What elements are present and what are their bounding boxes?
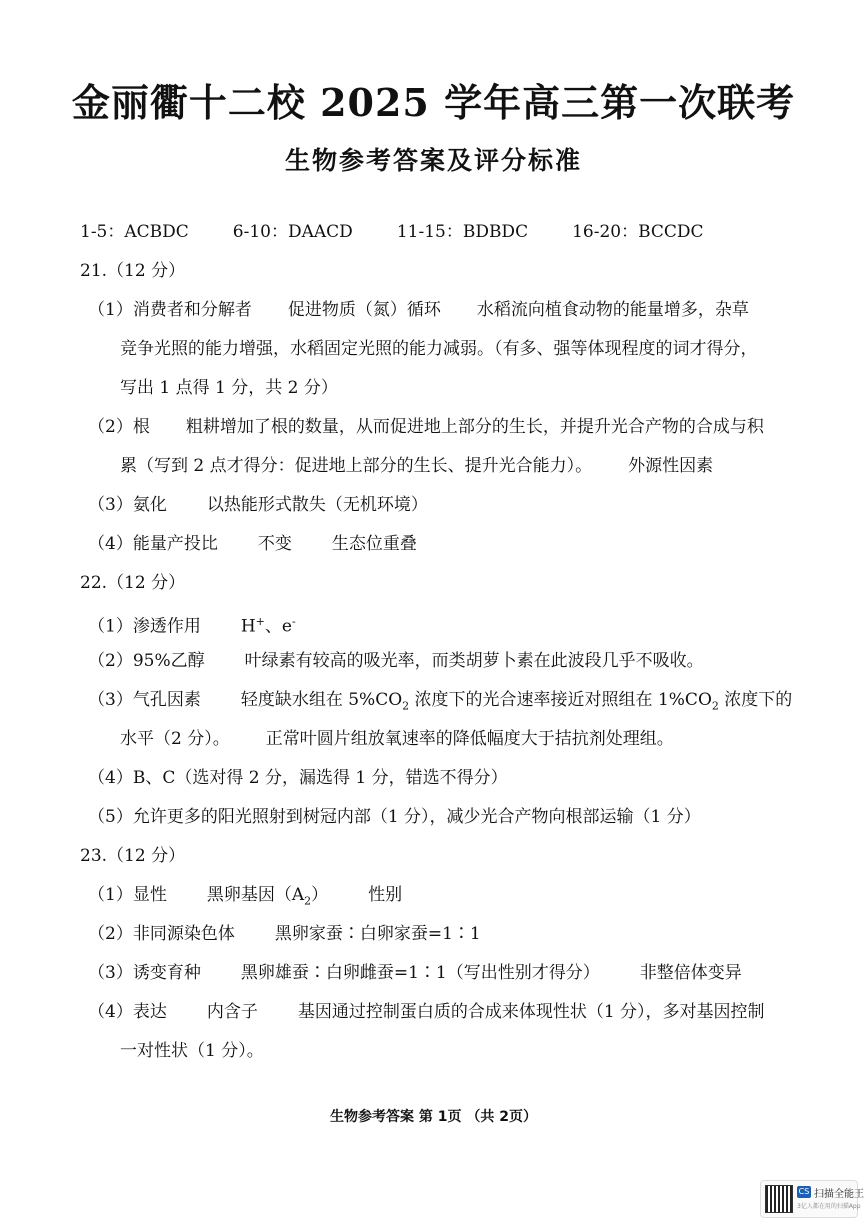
q23-part1-label: （1） xyxy=(88,885,133,905)
q23-part3-answer-a: 诱变育种 xyxy=(132,963,201,983)
mc-1-5: 1-5：ACBDC xyxy=(80,222,189,242)
q23-part1-sub: 2 xyxy=(304,894,312,908)
page-footer: 生物参考答案 第 1页 （共 2页） xyxy=(330,1109,537,1125)
q22-part4 xyxy=(88,767,508,789)
q23-part4-label: （4） xyxy=(88,1002,133,1022)
q21-part3-answer-a: 氨化 xyxy=(132,495,167,515)
q21-part4-answer-a: 能量产投比 xyxy=(132,534,218,554)
q22-part2 xyxy=(88,650,704,672)
mc-answers xyxy=(80,221,704,243)
q23-part4-answer-c: 基因通过控制蛋白质的合成来体现性状（1 分），多对基因控制 xyxy=(297,1002,765,1022)
q23-part1-answer-c: 性别 xyxy=(368,885,403,905)
q22-part1-minus: - xyxy=(291,615,296,628)
q21-part3-answer-b: 以热能形式散失（无机环境） xyxy=(206,495,428,515)
q21-part4-answer-b: 不变 xyxy=(257,534,292,554)
q23-part4-cont: 一对性状（1 分）。 xyxy=(120,1041,264,1061)
q23-part4 xyxy=(88,1001,765,1023)
q21-part1-label: （1） xyxy=(88,300,133,320)
q21-heading: 21.（12 分） xyxy=(80,261,186,281)
q21-part4-answer-c: 生态位重叠 xyxy=(331,534,417,554)
q22-part3-answer-b3: 浓度下的 xyxy=(718,690,793,710)
mc-16-20: 16-20：BCCDC xyxy=(572,222,704,242)
qr-code-icon xyxy=(765,1185,793,1213)
q21-part1-answer-a: 消费者和分解者 xyxy=(132,300,252,320)
q21-part1-cont2: 写出 1 点得 1 分，共 2 分） xyxy=(120,378,338,398)
mc-6-10: 6-10：DAACD xyxy=(232,222,353,242)
q22-part1-hydrogen: H xyxy=(240,616,256,637)
page-title: 金丽衢十二校 2025 学年高三第一次联考 xyxy=(71,80,796,125)
q21-part4-label: （4） xyxy=(88,534,133,554)
q21-part4 xyxy=(88,533,417,555)
q21-part2-answer-a: 根 xyxy=(132,417,150,437)
q23-part2-answer-a: 非同源染色体 xyxy=(132,924,235,944)
q21-part2-label: （2） xyxy=(88,417,133,437)
q22-part2-label: （2） xyxy=(88,651,133,671)
q23-part1 xyxy=(88,884,402,912)
q21-part2-cont1: 累（写到 2 点才得分：促进地上部分的生长、提升光合能力）。 xyxy=(120,456,593,476)
q23-part4-answer-b: 内含子 xyxy=(206,1002,258,1022)
q23-part3-answer-b: 黑卵雄蚕∶白卵雌蚕=1∶1（写出性别才得分） xyxy=(240,963,600,983)
q22-part5-answer-a: 允许更多的阳光照射到树冠内部（1 分），减少光合产物向根部运输（1 分） xyxy=(132,807,701,827)
q21-part1-answer-c: 水稻流向植食动物的能量增多，杂草 xyxy=(476,300,749,320)
q21-part1 xyxy=(88,299,749,321)
q22-part3-sub2: 2 xyxy=(711,699,719,713)
q23-part1-answer-b2: ） xyxy=(311,885,329,905)
q22-part1-answer-a: 渗透作用 xyxy=(132,616,201,637)
q21-part2-answer-b: 粗耕增加了根的数量，从而促进地上部分的生长，并提升光合产物的合成与积 xyxy=(185,417,764,437)
q22-heading: 22.（12 分） xyxy=(80,573,186,593)
q23-part3 xyxy=(88,962,742,984)
q23-part2-answer-b: 黑卵家蚕∶白卵家蚕=1∶1 xyxy=(274,924,481,944)
q21-part3 xyxy=(88,494,428,516)
q22-part1 xyxy=(88,611,296,638)
q21-part2-cont xyxy=(120,455,713,477)
q22-part3-answer-a: 气孔因素 xyxy=(132,690,201,710)
scanner-name: 扫描全能王 xyxy=(814,1189,864,1200)
scanner-tagline: 3亿人都在用的扫描App xyxy=(797,1203,861,1210)
q22-part3-answer-b1: 轻度缺水组在 5%CO xyxy=(240,690,403,710)
q22-part5-label: （5） xyxy=(88,807,133,827)
q22-part3-cont2: 正常叶圆片组放氧速率的降低幅度大于拮抗剂处理组。 xyxy=(265,729,674,749)
q22-part1-plus: + xyxy=(255,615,265,628)
scanner-watermark xyxy=(760,1180,864,1218)
q22-part1-label: （1） xyxy=(88,616,133,637)
q23-part3-answer-c: 非整倍体变异 xyxy=(639,963,742,983)
page-subtitle: 生物参考答案及评分标准 xyxy=(284,146,582,175)
q21-part1-answer-b: 促进物质（氮）循环 xyxy=(287,300,441,320)
q22-part3-label: （3） xyxy=(88,690,133,710)
q21-part2 xyxy=(88,416,764,438)
q23-heading: 23.（12 分） xyxy=(80,846,186,866)
q22-part2-answer-a: 95%乙醇 xyxy=(132,651,205,671)
scanner-logo: CS xyxy=(798,1187,810,1196)
q23-part2-label: （2） xyxy=(88,924,133,944)
q22-part3-sub1: 2 xyxy=(402,699,410,713)
q22-part2-answer-b: 叶绿素有较高的吸光率，而类胡萝卜素在此波段几乎不吸收。 xyxy=(244,651,704,671)
q23-part2 xyxy=(88,923,481,945)
q22-part3-answer-b2: 浓度下的光合速率接近对照组在 1%CO xyxy=(409,690,712,710)
q23-part1-answer-b1: 黑卵基因（A xyxy=(206,885,305,905)
q23-part1-answer-a: 显性 xyxy=(132,885,167,905)
q22-part3-cont xyxy=(120,728,674,750)
q21-part1-cont1: 竞争光照的能力增强，水稻固定光照的能力减弱。（有多、强等体现程度的词才得分， xyxy=(120,339,758,359)
q21-part2-cont2: 外源性因素 xyxy=(628,456,714,476)
q21-part3-label: （3） xyxy=(88,495,133,515)
q22-part3 xyxy=(88,689,792,717)
q22-part3-cont1: 水平（2 分）。 xyxy=(120,729,230,749)
q22-part1-electron: 、e xyxy=(264,616,292,637)
q23-part3-label: （3） xyxy=(88,963,133,983)
q23-part4-answer-a: 表达 xyxy=(132,1002,167,1022)
q22-part4-answer-a: B、C（选对得 2 分，漏选得 1 分，错选不得分） xyxy=(132,768,508,788)
mc-11-15: 11-15：BDBDC xyxy=(396,222,529,242)
q22-part4-label: （4） xyxy=(88,768,133,788)
q22-part5 xyxy=(88,806,701,828)
